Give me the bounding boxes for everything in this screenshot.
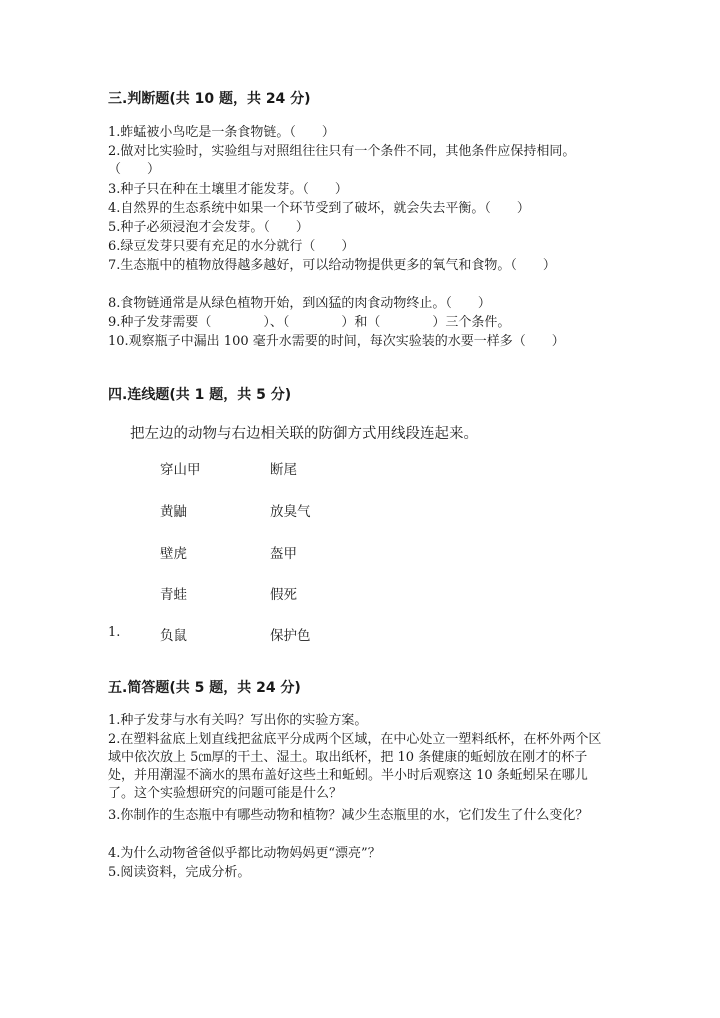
- judge-question-9: 9.种子发芽需要（ ）、（ ）和（ ）三个条件。: [108, 315, 511, 330]
- judge-question-10: 10.观察瓶子中漏出 100 毫升水需要的时间，每次实验装的水要一样多（ ）: [108, 334, 565, 349]
- judge-question-8: 8.食物链通常是从绿色植物开始，到凶猛的肉食动物终止。（ ）: [108, 296, 491, 311]
- match-left-item: 壁虎: [160, 546, 187, 562]
- match-right-item: 断尾: [270, 462, 297, 478]
- judge-question-2: 2.做对比实验时，实验组与对照组往往只有一个条件不同，其他条件应保持相同。（ ）: [108, 144, 576, 177]
- match-right-item: 盔甲: [270, 546, 297, 562]
- match-right-item: 保护色: [270, 628, 311, 644]
- match-left-item: 负鼠: [160, 628, 187, 644]
- match-left-item: 黄鼬: [160, 504, 187, 520]
- judge-question-7: 7.生态瓶中的植物放得越多越好，可以给动物提供更多的氧气和食物。（ ）: [108, 258, 556, 273]
- judge-question-4: 4.自然界的生态系统中如果一个环节受到了破坏，就会失去平衡。（ ）: [108, 201, 530, 216]
- matching-instruction: 把左边的动物与右边相关联的防御方式用线段连起来。: [130, 426, 478, 442]
- match-left-item: 青蛙: [160, 587, 187, 603]
- section-5-title: 五.简答题(共 5 题，共 24 分): [108, 680, 301, 696]
- judge-question-5: 5.种子必须浸泡才会发芽。（ ）: [108, 220, 309, 235]
- short-answer-question-2: 2.在塑料盆底上划直线把盆底平分成两个区域，在中心处立一塑料纸杯，在杯外两个区域中依次放上 5㎝厚的干土、湿土。取出纸杯，把 10 条健康的蚯蚓放在刚才的杯子处，并用潮湿不滴水的黑布盖好这些土和蚯蚓。半小时后观察这 10 条蚯蚓呆在哪儿了。这个实验想研究的问题可能是什么？: [108, 732, 602, 801]
- judge-question-1: 1.蚱蜢被小鸟吃是一条食物链。（ ）: [108, 125, 335, 140]
- match-right-item: 假死: [270, 587, 297, 603]
- short-answer-question-4: 4.为什么动物爸爸似乎都比动物妈妈更“漂亮”？: [108, 846, 381, 861]
- judge-question-3: 3.种子只在种在土壤里才能发芽。（ ）: [108, 182, 348, 197]
- section-3-title: 三.判断题(共 10 题，共 24 分): [108, 91, 311, 107]
- match-left-item: 穿山甲: [160, 462, 201, 478]
- short-answer-question-5: 5.阅读资料，完成分析。: [108, 865, 251, 880]
- matching-question-number: 1.: [108, 625, 121, 640]
- section-4-title: 四.连线题(共 1 题，共 5 分): [108, 387, 292, 403]
- match-right-item: 放臭气: [270, 504, 311, 520]
- short-answer-question-3: 3.你制作的生态瓶中有哪些动物和植物？减少生态瓶里的水，它们发生了什么变化？: [108, 808, 589, 823]
- judge-question-6: 6.绿豆发芽只要有充足的水分就行（ ）: [108, 239, 355, 254]
- short-answer-question-1: 1.种子发芽与水有关吗？写出你的实验方案。: [108, 713, 368, 728]
